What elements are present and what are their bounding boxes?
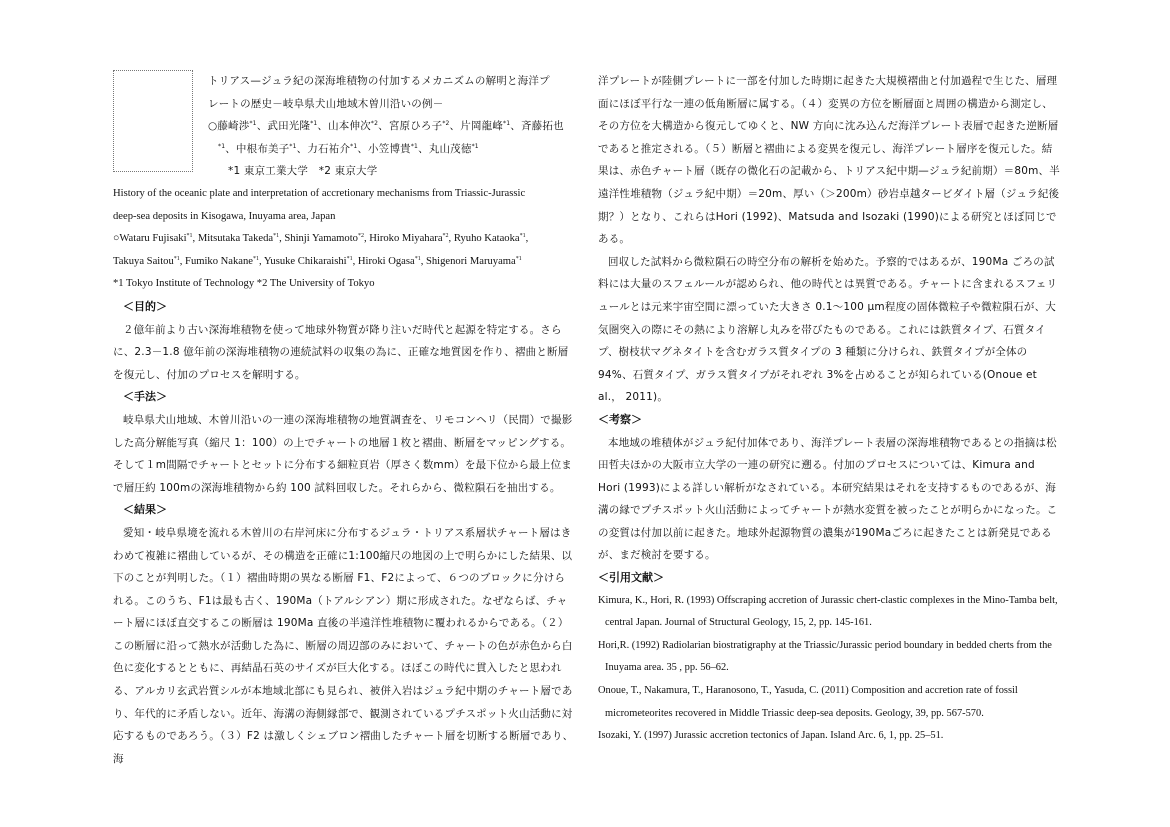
authors-jp-line1: ○藤崎渉$^{*1}$、武田光隆$^{*1}$、山本伸次$^{*2}$、宮原ひろ子$^{*2}$、片岡龍峰$^{*1}$、斉藤拓也 <box>208 120 564 133</box>
title-jp-line2: レートの歴史－岐阜県犬山地域木曽川沿いの例－ <box>208 97 444 110</box>
affiliation-jp: *1 東京工業大学 *2 東京大学 <box>228 165 378 178</box>
reference-item: Isozaki, Y. (1997) Jurassic accretion tectonics of Japan. Island Arc. 6, 1, pp. 25–51. <box>598 730 944 742</box>
method-heading: ＜手法＞ <box>123 390 167 404</box>
english-title-line1: History of the oceanic plate and interpretation of accretionary mechanisms from Triassic-Jurassic <box>113 188 526 199</box>
photo-placeholder <box>113 70 193 172</box>
title-block <box>208 70 568 183</box>
right-column <box>598 70 1060 748</box>
results-body-left: 愛知・岐阜県境を流れる木曽川の右岸河床に分布するジュラ・トリアス系層状チャート層はきわめて複雑に褶曲しているが、その構造を正確に1:100縮尺の地図の上で明らかにした結果、以下のことが判明した。（１）褶曲時期の異なる断層 F1、F2によって、６つのブロックに分けられる。このうち、F1は最も古く、190Ma（トアルシアン）期に形成された。なぜならば、チャート層にほぼ直交するこの断層は 190Ma 直後の半遠洋性堆積物に覆われるからである。（２）この断層に沿って熱水が活動した為に、断層の周辺部のみにおいて、チャートの色が赤色から白色に変化するとともに、再結晶石英のサイズが巨大化する。ほぼこの時代に貫入したと思われる、アルカリ玄武岩質シルが本地域北部にも見られ、被併入岩はジュラ紀中期のチャート層であり、年代的に矛盾しない。近年、海溝の海側縁部で、観測されているプチスポット火山活動に対応するものであろう。（３）F2 は激しくシェブロン褶曲したチャート層を切断する断層であり、海 <box>113 526 574 765</box>
results-body-right-2: 回収した試料から微粒隕石の時空分布の解析を始めた。予察的ではあるが、190Ma ごろの試料には大量のスフェルールが認められ、他の時代とは異質である。チャートに含まれるスフェリュールとは元来宇宙空間に漂っていた大きさ 0.1〜100 μm程度の固体微粒子や微粒隕石が、大気圏突入の際にその熱により溶解し丸みを帯びたものである。これには鉄質タイプ、石質タイプ、樹枝状マグネタイトを含むガラス質タイプの 3 種類に分けられ、鉄質タイプが全体の 94%、石質タイプ、ガラス質タイプがそれぞれ 3%を占めることが知られている(Onoue et al.， 2011)。 <box>598 255 1058 404</box>
english-authors-line1: ○Wataru Fujisaki$^{*1}$, Mitsutaka Takeda$^{*1}$, Shinji Yamamoto$^{*2}$, Hiroko Miyahara$^{*2}$, Ryuho Kataoka$^{*1}$, <box>113 233 529 245</box>
english-affiliation: *1 Tokyo Institute of Technology *2 The University of Tokyo <box>113 278 375 290</box>
purpose-body: ２億年前より古い深海堆積物を使って地球外物質が降り注いだ時代と起源を特定する。さらに、2.3－1.8 億年前の深海堆積物の連続試料の収集の為に、正確な地質図を作り、褶曲と断層を復元し、付加のプロセスを解明する。 <box>113 323 569 381</box>
title-jp-line1: トリアス—ジュラ紀の深海堆積物の付加するメカニズムの解明と海洋プ <box>208 75 550 87</box>
reference-item: Hori,R. (1992) Radiolarian biostratigraphy at the Triassic/Jurassic period boundary in bedded cherts from the Inuyama area. 35 , pp. 56–62. <box>598 639 1052 674</box>
references-heading: ＜引用文献＞ <box>598 571 664 585</box>
discussion-body: 本地域の堆積体がジュラ紀付加体であり、海洋プレート表層の深海堆積物であるとの指摘は松田哲夫ほかの大阪市立大学の一連の研究に遡る。付加のプロセスについては、Kimura and Hori (1993)による詳しい解析がなされている。本研究結果はそれを支持するものであるが、海溝の縁でプチスポット火山活動によってチャートが熱水変質を被ったことが明らかになった。この変質は付加以前に起きた。地球外起源物質の濃集が190Maごろに起きたことは新発見であるが、まだ検討を要する。 <box>598 436 1058 562</box>
authors-jp-line2: $^{*1}$、中根布美子$^{*1}$、力石祐介$^{*1}$、小笠博貴$^{*1}$、丸山茂徳$^{*1}$ <box>218 142 479 155</box>
english-authors-line2: Takuya Saitou$^{*1}$, Fumiko Nakane$^{*1}$, Yusuke Chikaraishi$^{*1}$, Hiroki Ogasa$^{*1}$, Shigenori Maruyama$^{*1}$ <box>113 255 522 267</box>
discussion-heading: ＜考察＞ <box>598 412 642 426</box>
method-body: 岐阜県犬山地域、木曽川沿いの一連の深海堆積物の地質調査を、リモコンヘリ（民間）で撮影した高分解能写真（縮尺 1：100）の上でチャートの地層１枚と褶曲、断層をマッピングする。そして１m間隔でチャートとセットに分布する細粒頁岩（厚さく数mm）を最下位から最上位まで層圧約 100mの深海堆積物から約 100 試料回収した。それらから、微粒隕石を抽出する。 <box>113 413 573 494</box>
reference-item: Kimura, K., Hori, R. (1993) Offscraping accretion of Jurassic chert-clastic complexes in the Mino-Tamba belt, central Japan. Journal of Structural Geology, 15, 2, pp. 145-161. <box>598 594 1058 629</box>
reference-item: Onoue, T., Nakamura, T., Haranosono, T., Yasuda, C. (2011) Composition and accretion rate of fossil micrometeorites recovered in Middle Triassic deep-sea deposits. Geology, 39, pp. 567-570. <box>598 685 1018 719</box>
results-body-right: 洋プレートが陸側プレートに一部を付加した時期に起きた大規模褶曲と付加過程で生じた、層理面にほぼ平行な一連の低角断層に属する。（４）変異の方位を断層面と周囲の構造から測定し、その方位を大構造から復元してゆくと、NW 方向に沈み込んだ海洋プレート表層で起きた逆断層であると推定される。（５）断層と褶曲による変異を復元し、海洋プレート層序を復元した。結果は、赤色チャート層（既存の微化石の記載から、トリアス紀中期—ジュラ紀前期）＝80m、半遠洋性堆積物（ジュラ紀中期）＝20m、厚い（＞200m）砂岩卓越タービダイト層（ジュラ紀後期？）となり、これらはHori (1992)、Matsuda and Isozaki (1990)による研究とほぼ同じである。 <box>598 75 1060 246</box>
purpose-heading: ＜目的＞ <box>123 299 167 313</box>
left-column <box>113 183 575 770</box>
english-title-line2: deep-sea deposits in Kisogawa, Inuyama area, Japan <box>113 210 336 222</box>
results-heading: ＜結果＞ <box>123 503 167 517</box>
